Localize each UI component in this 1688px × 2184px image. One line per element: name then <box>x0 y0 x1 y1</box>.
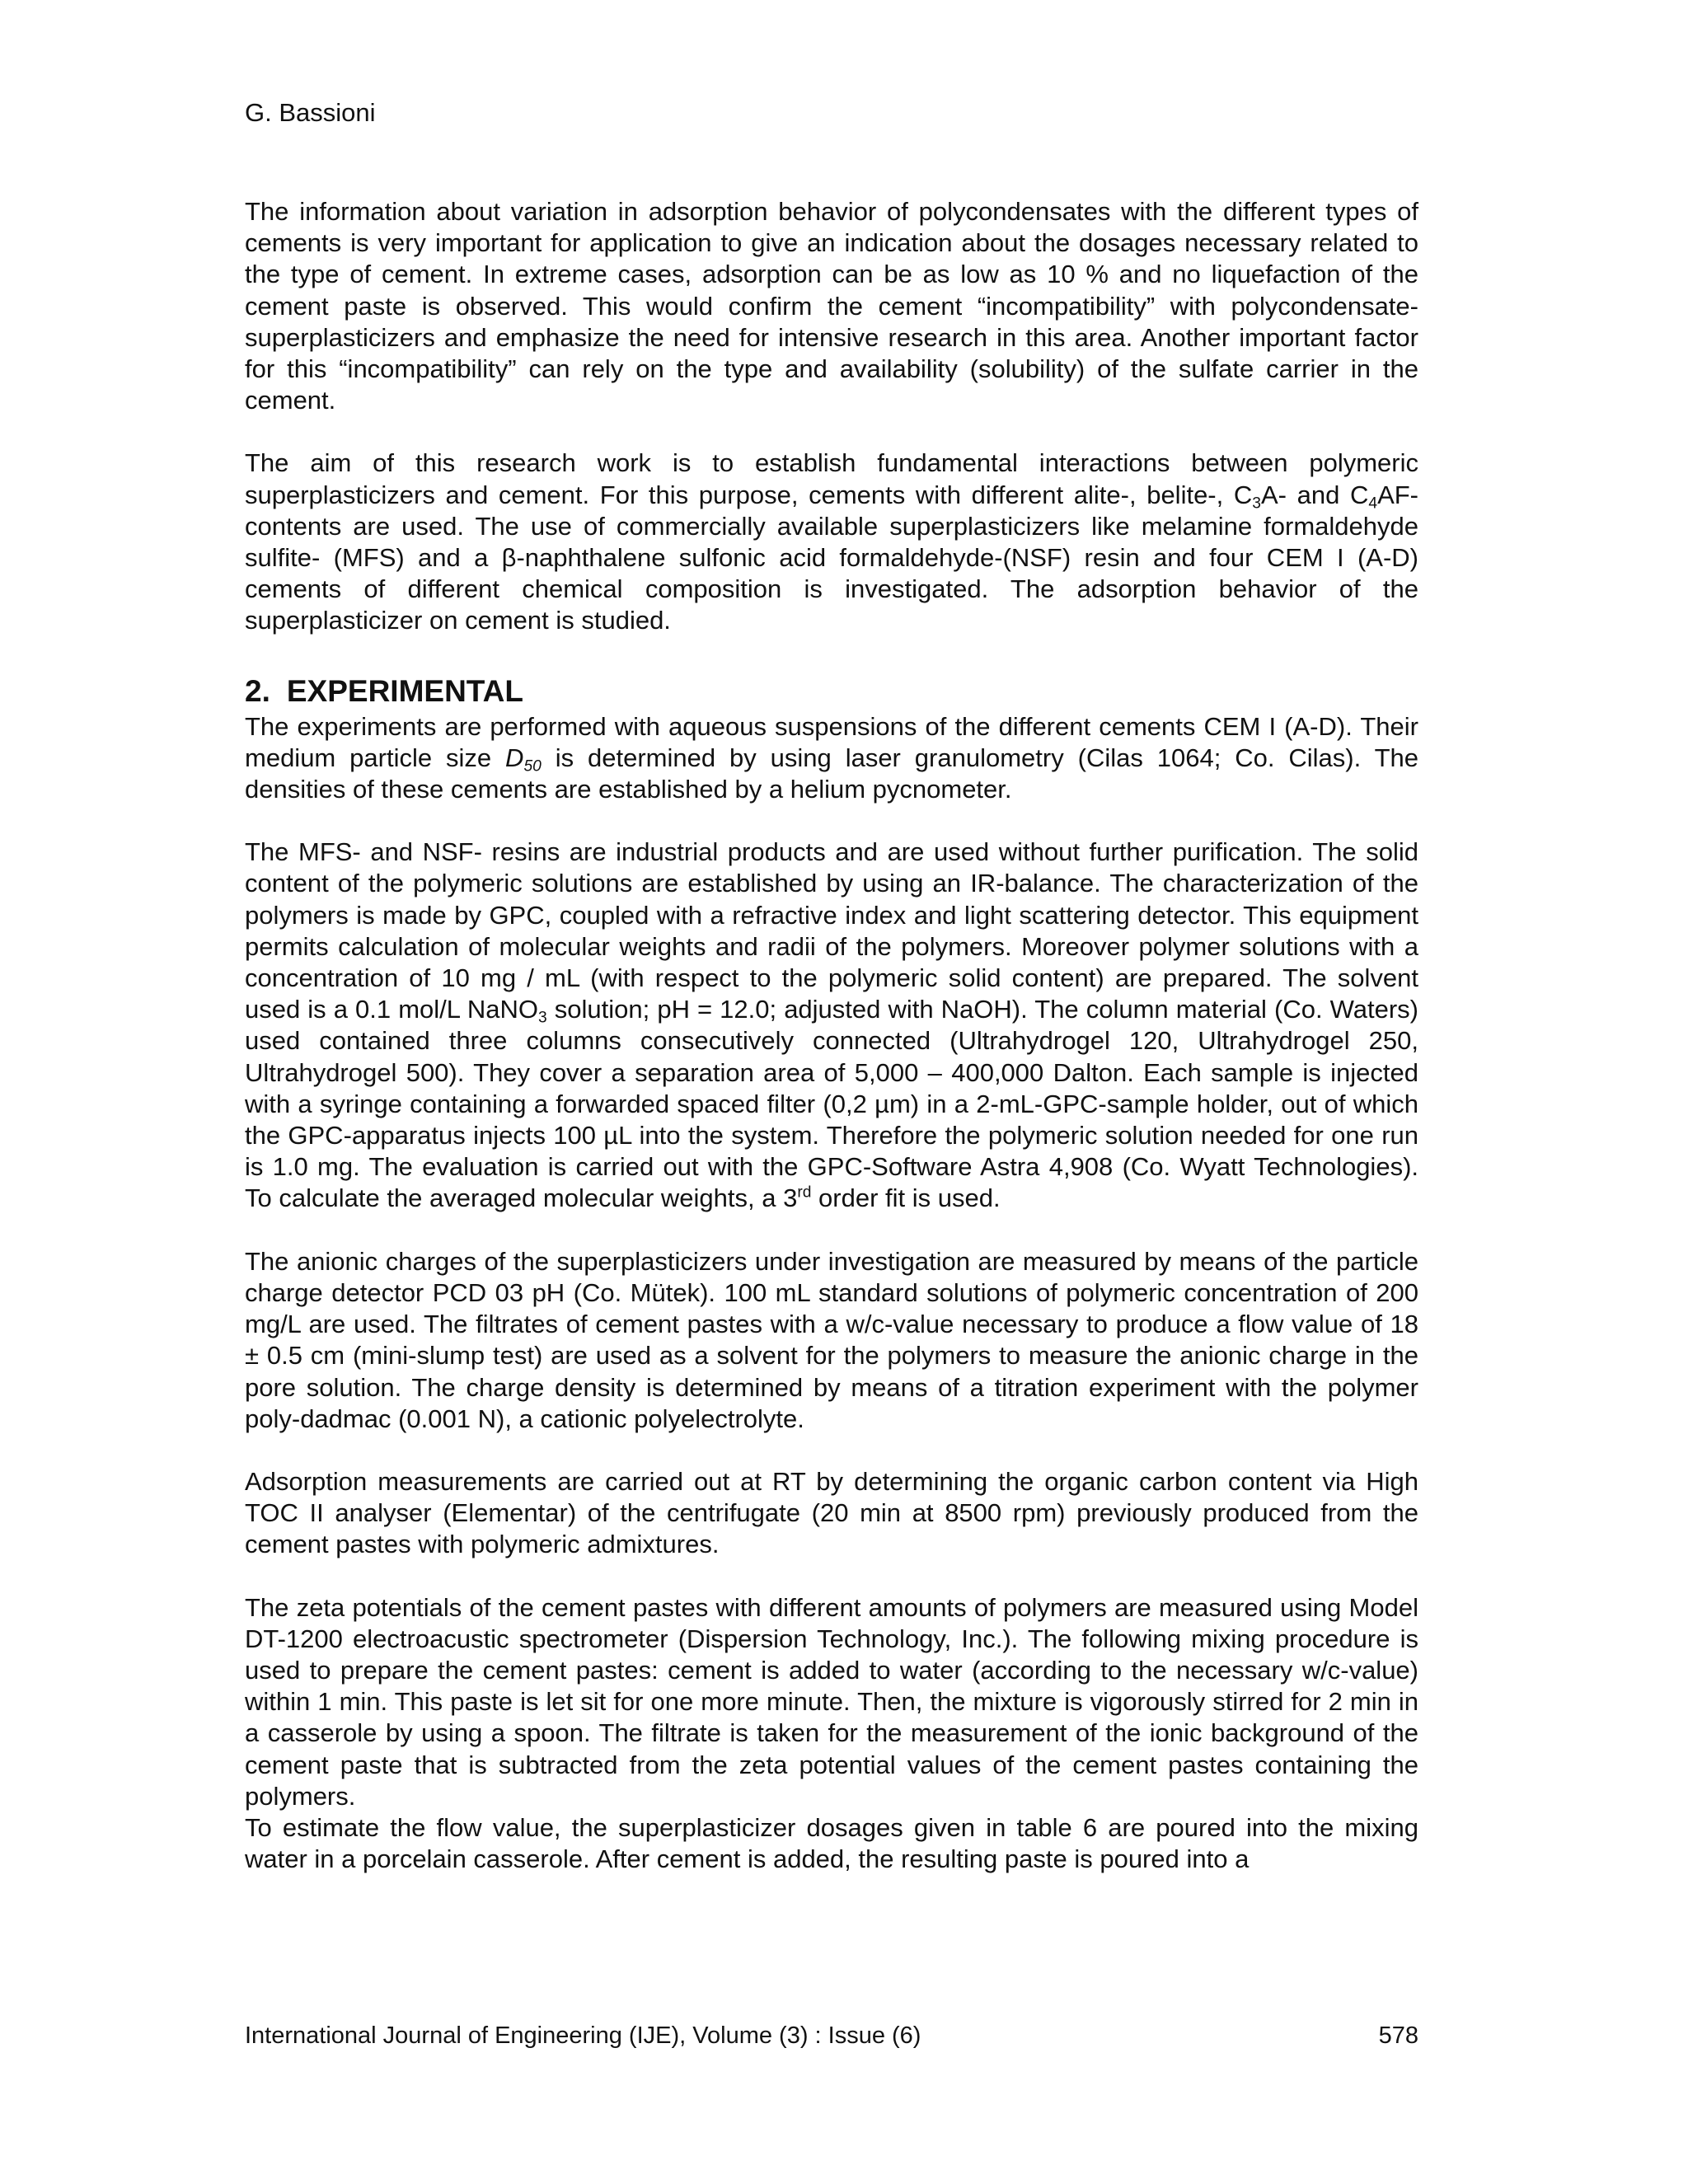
section-number: 2. <box>245 673 270 708</box>
experimental-paragraph-6: To estimate the flow value, the superplasticizer dosages given in table 6 are poured into the mixing water in a porcelain casserole. After cement is added, the resulting paste is poured into a <box>245 1812 1418 1874</box>
experimental-paragraph-2: The MFS- and NSF- resins are industrial products and are used without further purification. The solid content of the polymeric solutions are established by using an IR-balance. The characterization of the polymers is made by GPC, coupled with a refractive index and light scattering detector. This equipment permits calculation of molecular weights and radii of the polymers. Moreover polymer solutions with a concentration of 10 mg / mL (with respect to the polymeric solid content) are prepared. The solvent used is a 0.1 mol/L NaNO$_3$ solution; pH = 12.0; adjusted with NaOH). The column material (Co. Waters) used contained three columns consecutively connected (Ultrahydrogel 120, Ultrahydrogel 250, Ultrahydrogel 500). They cover a separation area of 5,000 – 400,000 Dalton. Each sample is injected with a syringe containing a forwarded spaced filter (0,2 µm) in a 2-mL-GPC-sample holder, out of which the GPC-apparatus injects 100 µL into the system. Therefore the polymeric solution needed for one run is 1.0 mg. The evaluation is carried out with the GPC-Software Astra 4,908 (Co. Wyatt Technologies). To calculate the averaged molecular weights, a 3rd order fit is used. <box>245 837 1418 1213</box>
section-heading-experimental <box>245 672 1418 711</box>
intro-paragraph-1: The information about variation in adsorption behavior of polycondensates with the different types of cements is very important for application to give an indication about the dosages necessary related to the type of cement. In extreme cases, adsorption can be as low as 10 % and no liquefaction of the cement paste is observed. This would confirm the cement “incompatibility” with polycondensate-superplasticizers and emphasize the need for intensive research in this area. Another important factor for this “incompatibility” can rely on the type and availability (solubility) of the sulfate carrier in the cement. <box>245 197 1418 415</box>
intro-paragraph-2: The aim of this research work is to establish fundamental interactions between polymeric superplasticizers and cement. For this purpose, cements with different alite-, belite-, $C_3A-$ and $C_4AF$-contents are used. The use of commercially available superplasticizers like melamine formaldehyde sulfite- (MFS) and a β-naphthalene sulfonic acid formaldehyde-(NSF) resin and four CEM I (A-D) cements of different chemical composition is investigated. The adsorption behavior of the superplasticizer on cement is studied. <box>245 448 1418 635</box>
experimental-paragraph-1: The experiments are performed with aqueous suspensions of the different cements CEM I (A-D). Their medium particle size $D_{50}$ is determined by using laser granulometry (Cilas 1064; Co. Cilas). The densities of these cements are established by a helium pycnometer. <box>245 711 1418 804</box>
body-text <box>245 196 1418 1875</box>
page-footer <box>245 2021 1418 2050</box>
running-head-author: G. Bassioni <box>245 98 376 127</box>
document-page <box>245 0 1418 2184</box>
page-number: 578 <box>1378 2022 1418 2049</box>
experimental-paragraph-5: The zeta potentials of the cement pastes with different amounts of polymers are measured using Model DT-1200 electroacustic spectrometer (Dispersion Technology, Inc.). The following mixing procedure is used to prepare the cement pastes: cement is added to water (according to the necessary w/c-value) within 1 min. This paste is let sit for one more minute. Then, the mixture is vigorously stirred for 2 min in a casserole by using a spoon. The filtrate is taken for the measurement of the ionic background of the cement paste that is subtracted from the zeta potential values of the cement pastes containing the polymers. <box>245 1592 1418 1811</box>
experimental-paragraph-3: The anionic charges of the superplasticizers under investigation are measured by means of the particle charge detector PCD 03 pH (Co. Mütek). 100 mL standard solutions of polymeric concentration of 200 mg/L are used. The filtrates of cement pastes with a w/c-value necessary to produce a flow value of 18 ± 0.5 cm (mini-slump test) are used as a solvent for the polymers to measure the anionic charge in the pore solution. The charge density is determined by means of a titration experiment with the polymer poly-dadmac (0.001 N), a cationic polyelectrolyte. <box>245 1246 1418 1433</box>
experimental-paragraph-4: Adsorption measurements are carried out at RT by determining the organic carbon content via High TOC II analyser (Elementar) of the centrifugate (20 min at 8500 rpm) previously produced from the cement pastes with polymeric admixtures. <box>245 1466 1418 1559</box>
section-title: EXPERIMENTAL <box>286 673 523 708</box>
journal-citation: International Journal of Engineering (IJE), Volume (3) : Issue (6) <box>245 2022 921 2049</box>
